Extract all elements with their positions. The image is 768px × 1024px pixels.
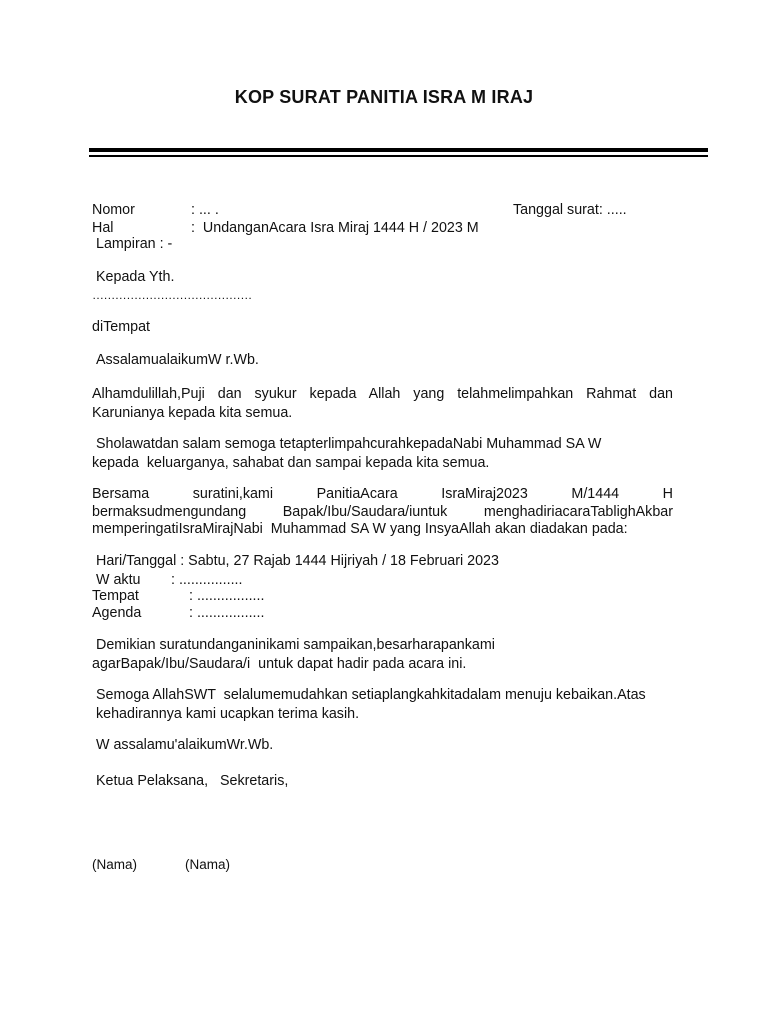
paragraph-3-line-2: bermaksudmengundang Bapak/Ibu/Saudara/iuntuk menghadiriacaraTablighAkbar bbox=[92, 504, 673, 520]
signature-name-ketua: (Nama) bbox=[92, 857, 138, 872]
event-agenda-label: Agenda bbox=[92, 605, 142, 621]
nomor-value: : ... . bbox=[191, 202, 219, 218]
event-waktu-label: W aktu bbox=[96, 572, 141, 588]
event-tempat-value: : ................. bbox=[189, 588, 265, 604]
paragraph-1-line-2: Karunianya kepada kita semua. bbox=[92, 405, 293, 421]
paragraph-2-line-2: kepada keluarganya, sahabat dan sampai kepada kita semua. bbox=[92, 455, 490, 471]
paragraph-1-line-1: Alhamdulillah,Puji dan syukur kepada Allah yang telahmelimpahkan Rahmat dan bbox=[92, 386, 673, 402]
event-tempat-label: Tempat bbox=[92, 588, 139, 604]
letterhead-title: KOP SURAT PANITIA ISRA M IRAJ bbox=[234, 87, 534, 107]
paragraph-3-line-1: Bersama suratini,kami PanitiaAcara IsraMiraj2023 M/1444 H bbox=[92, 486, 673, 502]
signature-name-sekretaris: (Nama) bbox=[185, 857, 231, 872]
salam-penutup: W assalamu'alaikumWr.Wb. bbox=[96, 737, 274, 753]
lampiran: Lampiran : - bbox=[96, 236, 173, 252]
event-hari-tanggal: Hari/Tanggal : Sabtu, 27 Rajab 1444 Hijriyah / 18 Februari 2023 bbox=[96, 553, 499, 569]
paragraph-5-line-2: kehadirannya kami ucapkan terima kasih. bbox=[96, 706, 360, 722]
event-agenda-value: : ................. bbox=[189, 605, 265, 621]
letterhead-rule-thick bbox=[89, 148, 708, 152]
kepada-yth: Kepada Yth. bbox=[96, 269, 175, 285]
paragraph-4-line-1: Demikian suratundanganinikami sampaikan,besarharapankami bbox=[96, 637, 495, 653]
paragraph-2-line-1: Sholawatdan salam semoga tetapterlimpahcurahkepadaNabi Muhammad SA W bbox=[96, 436, 602, 452]
nomor-label: Nomor bbox=[92, 202, 135, 218]
paragraph-4-line-2: agarBapak/Ibu/Saudara/i untuk dapat hadir pada acara ini. bbox=[92, 656, 467, 672]
recipient-name-dots: …………………………………… bbox=[92, 288, 252, 302]
hal-value: : UndanganAcara Isra Miraj 1444 H / 2023 M bbox=[191, 220, 479, 236]
di-tempat: diTempat bbox=[92, 319, 151, 335]
paragraph-5-line-1: Semoga AllahSWT selalumemudahkan setiaplangkahkitadalam menuju kebaikan.Atas bbox=[96, 687, 646, 703]
tanggal-surat: Tanggal surat: ..... bbox=[513, 202, 627, 218]
hal-label: Hal bbox=[92, 220, 114, 236]
event-waktu-value: : ................ bbox=[171, 572, 243, 588]
signature-roles: Ketua Pelaksana, Sekretaris, bbox=[96, 773, 289, 789]
salam-pembuka: AssalamualaikumW r.Wb. bbox=[96, 352, 259, 368]
paragraph-3-line-3: memperingatiIsraMirajNabi Muhammad SA W yang InsyaAllah akan diadakan pada: bbox=[92, 521, 628, 537]
letterhead-rule-thin bbox=[89, 155, 708, 157]
